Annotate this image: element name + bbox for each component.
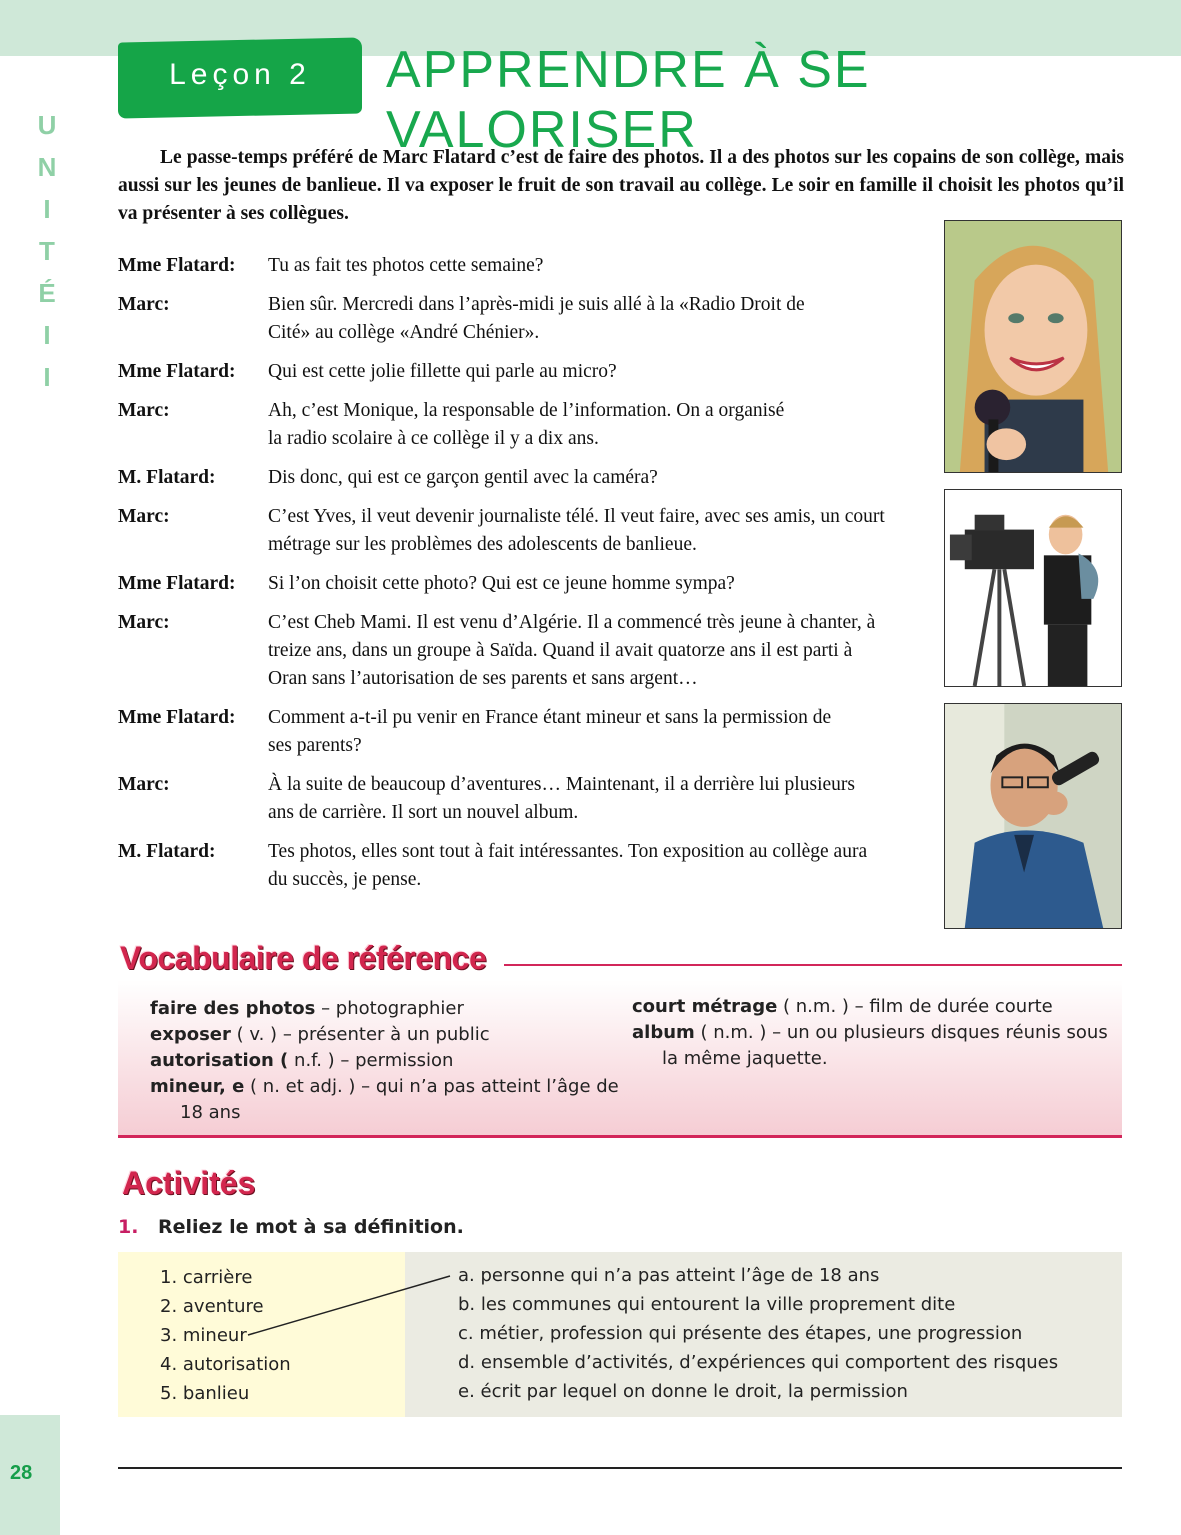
intro-paragraph: Le passe-temps préféré de Marc Flatard c’est de faire des photos. Il a des photos sur les copains de son collège, mais aussi sur les jeunes de banlieue. Il va exposer le fruit de son travail au collège. Le soir en famille il choisit les photos qu’il va présenter à ses collègues. [118,147,1124,224]
photo-singer [944,703,1122,929]
unit-letter: I [43,362,51,392]
vocabulary-heading: Vocabulaire de référence [120,940,487,976]
word-item: 1. carrière [160,1267,253,1288]
speaker: Mme Flatard: [118,255,236,276]
dialogue-line: Bien sûr. Mercredi dans l’après-midi je suis allé à la «Radio Droit de Cité» au collège «André Chénier». [268,294,805,343]
photo-cameraman [944,489,1122,687]
speaker: Marc: [118,400,170,421]
unit-letter: É [38,278,56,308]
dialogue-turn [118,570,908,598]
word-item: 4. autorisation [160,1354,291,1375]
vocabulary-entry [632,994,1112,1020]
vocabulary-term: exposer [150,1024,231,1045]
vocabulary-grammar: ( v. ) [236,1024,278,1045]
dialogue-turn [118,397,908,453]
dialogue-line: Tes photos, elles sont tout à fait intéressantes. Ton exposition au collège aura du succès, je pense. [268,841,868,890]
vocabulary-definition: – film de durée courte [854,996,1053,1017]
vocabulary-grammar: ( n.m. ) [783,996,849,1017]
dialogue-line: Qui est cette jolie fillette qui parle au micro? [268,361,617,382]
speaker: M. Flatard: [118,467,216,488]
exercise-title: Reliez le mot à sa définition. [158,1216,464,1238]
dialogue-line: Dis donc, qui est ce garçon gentil avec la caméra? [268,467,658,488]
dialogue-line: Tu as fait tes photos cette semaine? [268,255,544,276]
vocabulary-left-column [150,996,620,1126]
definition-item: e. écrit par lequel on donne le droit, la permission [458,1381,908,1402]
definition-item: b. les communes qui entourent la ville proprement dite [458,1294,956,1315]
page-number: 28 [10,1462,33,1484]
dialogue-turn [118,503,908,559]
vocabulary-definition: – photographier [321,998,464,1019]
speaker: Marc: [118,294,170,315]
speaker: M. Flatard: [118,841,216,862]
activities-heading: Activités [122,1165,256,1201]
dialogue-line: C’est Cheb Mami. Il est venu d’Algérie. Il a commencé très jeune à chanter, à treize ans, dans un groupe à Saïda. Quand il avait quatorze ans il est parti à Oran sans l’autorisation de ses parents et sans argent… [268,612,876,689]
unit-letter: N [37,152,57,182]
vocabulary-grammar: ( n. et adj. ) [250,1076,356,1097]
speaker: Mme Flatard: [118,707,236,728]
vocabulary-entry [150,996,620,1022]
dialogue-turn [118,358,908,386]
word-item: 3. mineur [160,1325,247,1346]
vocabulary-definition: – permission [340,1050,454,1071]
speaker: Mme Flatard: [118,361,236,382]
vocabulary-definition: – qui n’a pas atteint l’âge de 18 ans [180,1076,619,1123]
dialogue-turn [118,464,908,492]
lesson-title: APPRENDRE À SE VALORISER [386,41,871,159]
vocabulary-entry [632,1020,1112,1072]
speaker: Marc: [118,612,170,633]
photo-girl-microphone [944,220,1122,473]
dialogue-turn [118,609,908,693]
bottom-rule [118,1467,1122,1469]
vocabulary-rule [504,964,1122,966]
definitions-list [458,1261,1058,1406]
unit-label [34,104,60,398]
vocabulary-term: mineur, e [150,1076,245,1097]
unit-letter: U [37,110,57,140]
vocabulary-term: court métrage [632,996,778,1017]
vocabulary-term: autorisation ( [150,1050,289,1071]
dialogue-line: Comment a-t-il pu venir en France étant mineur et sans la permission de ses parents? [268,707,832,756]
dialogue-turn [118,771,908,827]
word-item: 5. banlieu [160,1383,250,1404]
vocabulary-right-column [632,994,1112,1072]
vocabulary-definition: – un ou plusieurs disques réunis sous la même jaquette. [662,1022,1108,1069]
dialogue-turn [118,838,908,894]
definition-item: a. personne qui n’a pas atteint l’âge de 18 ans [458,1265,880,1286]
vocabulary-entry [150,1074,620,1126]
words-list [160,1263,291,1408]
lesson-label: Leçon 2 [169,58,311,91]
vocabulary-entry [150,1022,620,1048]
vocabulary-term: album [632,1022,695,1043]
vocabulary-grammar: ( n.m. ) [700,1022,767,1043]
dialogue-turn [118,704,908,760]
definition-item: d. ensemble d’activités, d’expériences qui comportent des risques [458,1352,1059,1373]
speaker: Mme Flatard: [118,573,236,594]
vocabulary-grammar: n.f. ) [294,1050,335,1071]
dialogue-line: Si l’on choisit cette photo? Qui est ce jeune homme sympa? [268,573,735,594]
exercise-number: 1. [118,1216,139,1238]
dialogue-turn [118,291,908,347]
word-item: 2. aventure [160,1296,264,1317]
dialogue-turn [118,252,908,280]
unit-letter: I [43,320,51,350]
vocabulary-entry [150,1048,620,1074]
vocabulary-definition: – présenter à un public [282,1024,490,1045]
speaker: Marc: [118,774,170,795]
dialogue-line: À la suite de beaucoup d’aventures… Maintenant, il a derrière lui plusieurs ans de carrière. Il sort un nouvel album. [268,774,855,823]
unit-letter: I [43,194,51,224]
vocabulary-term: faire des photos [150,998,316,1019]
dialogue [118,252,908,905]
unit-letter: T [39,236,55,266]
dialogue-line: Ah, c’est Monique, la responsable de l’information. On a organisé la radio scolaire à ce collège il y a dix ans. [268,400,785,449]
speaker: Marc: [118,506,170,527]
definition-item: c. métier, profession qui présente des étapes, une progression [458,1323,1023,1344]
dialogue-line: C’est Yves, il veut devenir journaliste télé. Il veut faire, avec ses amis, un court métrage sur les problèmes des adolescents de banlieue. [268,506,885,555]
